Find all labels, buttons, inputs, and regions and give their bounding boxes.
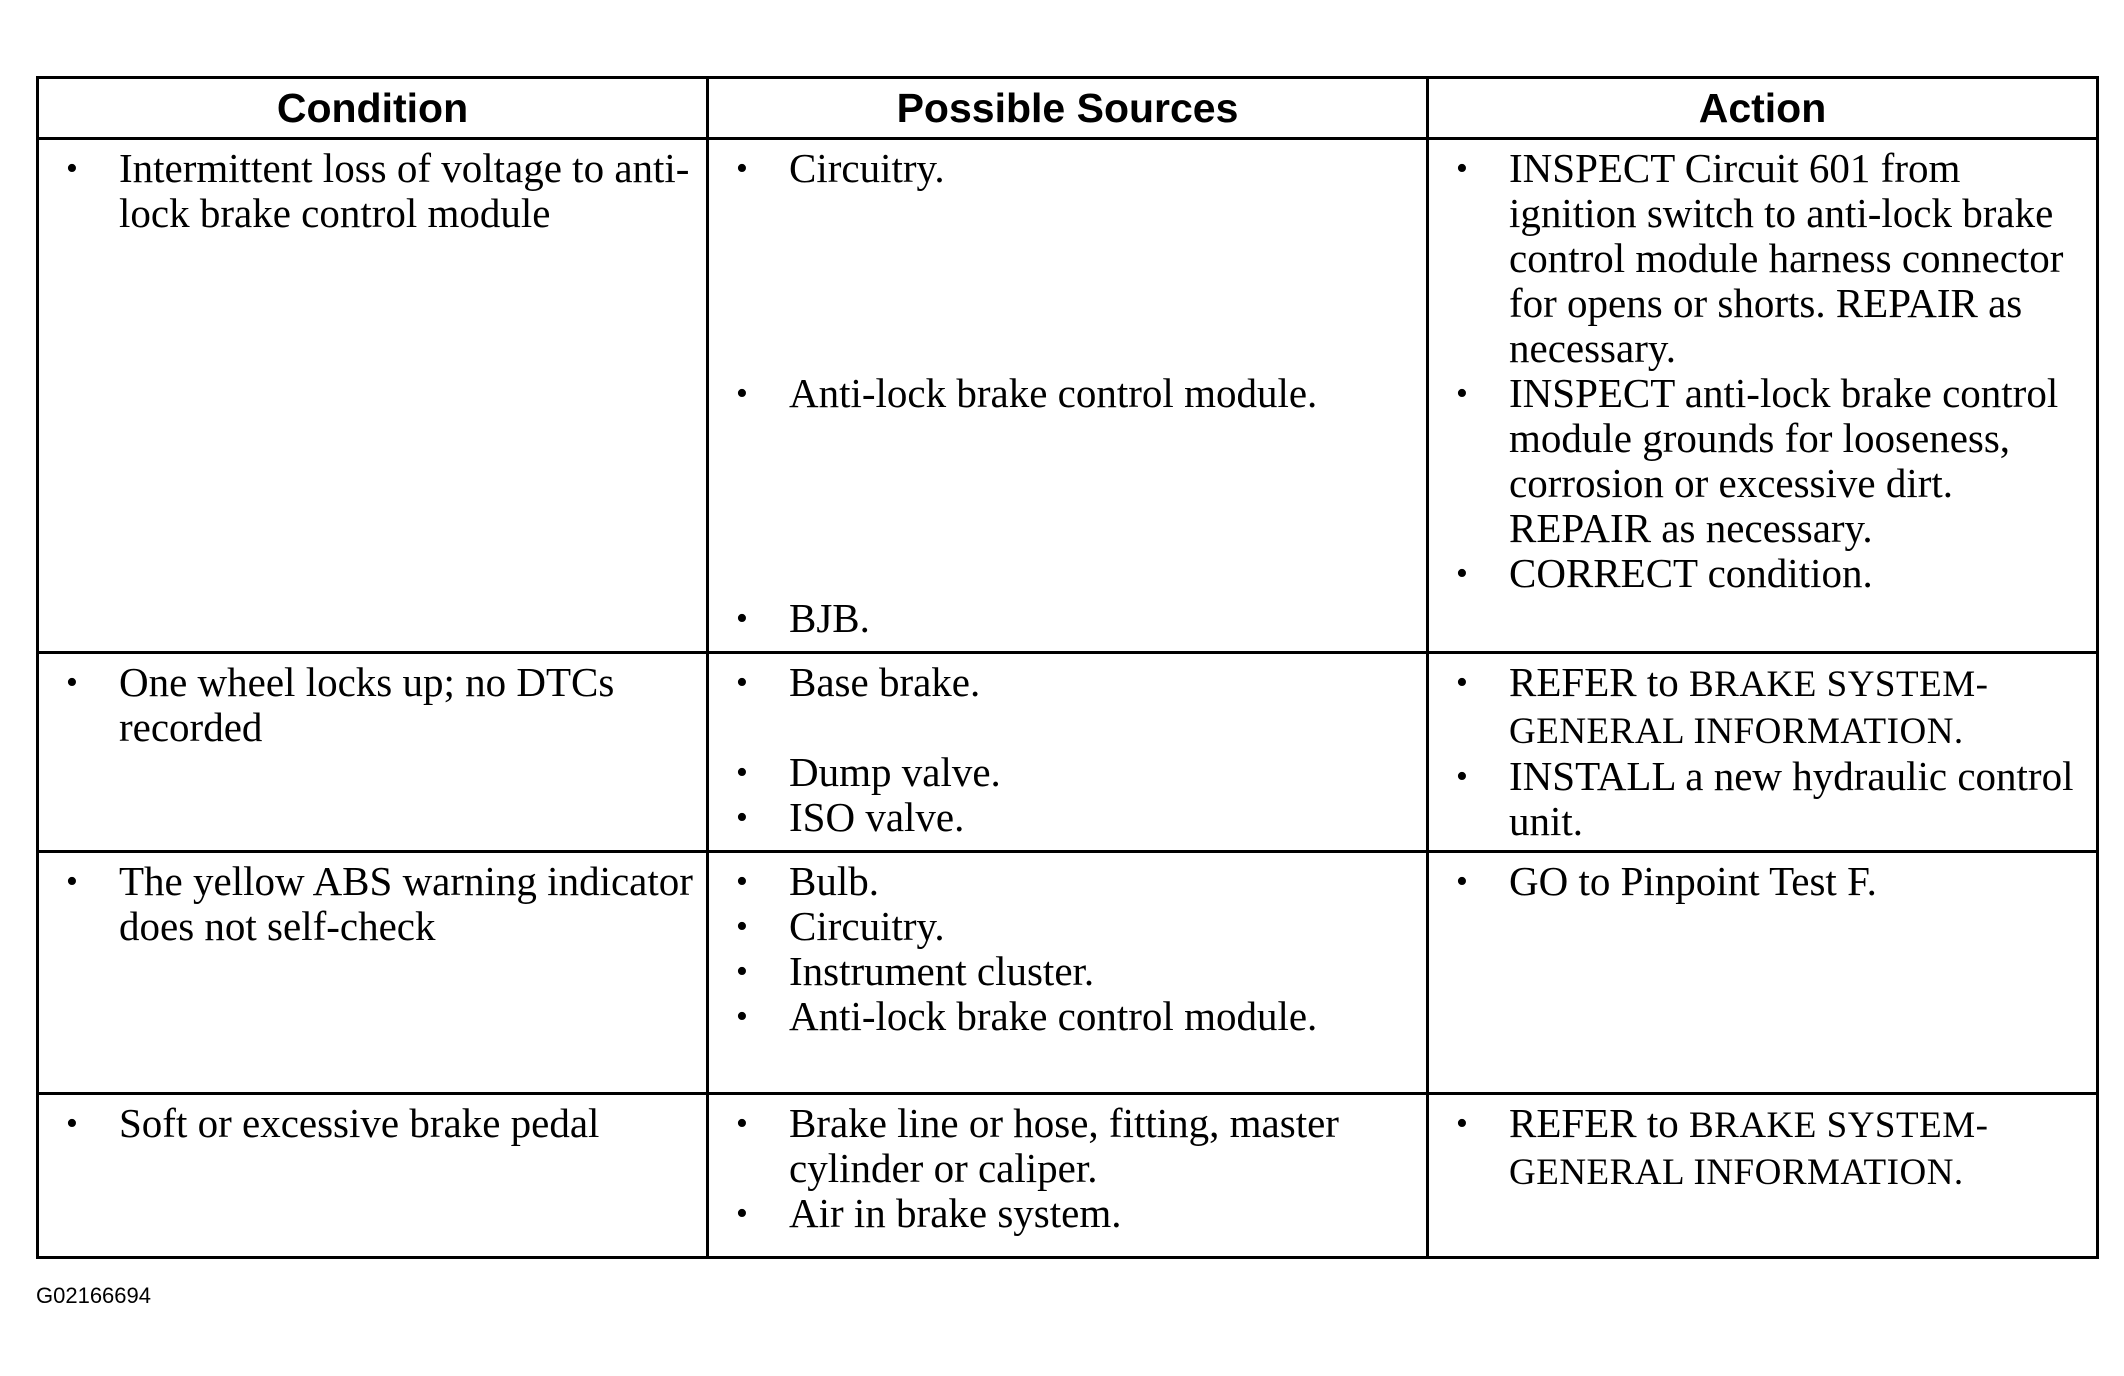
bullet-icon: • xyxy=(736,1105,748,1142)
source-text: Anti-lock brake control module. xyxy=(789,993,1318,1039)
source-text: Instrument cluster. xyxy=(789,948,1095,994)
bullet-icon: • xyxy=(1456,375,1468,412)
action-cell xyxy=(1428,1094,2098,1258)
bullet-icon: • xyxy=(1456,758,1468,795)
list-item xyxy=(1429,859,2088,904)
bullet-icon: • xyxy=(1456,150,1468,187)
list-item xyxy=(709,904,1418,949)
list-item xyxy=(709,949,1418,994)
bullet-icon: • xyxy=(736,1195,748,1232)
bullet-icon: • xyxy=(1456,863,1468,900)
action-text: INSTALL a new hydraulic control unit. xyxy=(1509,753,2074,844)
source-text: BJB. xyxy=(789,595,870,641)
bullet-icon: • xyxy=(736,600,748,637)
bullet-icon: • xyxy=(736,908,748,945)
header-possible-sources: Possible Sources xyxy=(708,78,1428,139)
list-item xyxy=(709,750,1418,795)
bullet-icon: • xyxy=(736,754,748,791)
bullet-icon: • xyxy=(66,664,78,701)
action-text: INSPECT anti-lock brake control module grounds for looseness, corrosion or excessive dirt. REPAIR as necessary. xyxy=(1509,370,2059,551)
bullet-icon: • xyxy=(66,863,78,900)
condition-text: The yellow ABS warning indicator does not self-check xyxy=(119,858,693,949)
list-item xyxy=(709,859,1418,904)
condition-text: Soft or excessive brake pedal xyxy=(119,1100,600,1146)
action-text: CORRECT condition. xyxy=(1509,550,1873,596)
source-text: Circuitry. xyxy=(789,145,945,191)
action-cell xyxy=(1428,653,2098,852)
condition-text: Intermittent loss of voltage to anti-lock brake control module xyxy=(119,145,690,236)
sources-cell xyxy=(708,139,1428,653)
action-cell xyxy=(1428,852,2098,1094)
list-item xyxy=(709,994,1418,1039)
list-item xyxy=(1429,1101,2088,1195)
sources-cell xyxy=(708,653,1428,852)
source-text: Dump valve. xyxy=(789,749,1001,795)
list-item xyxy=(1429,754,2088,844)
list-item xyxy=(1429,660,2088,754)
bullet-icon: • xyxy=(736,664,748,701)
bullet-icon: • xyxy=(1456,555,1468,592)
list-item xyxy=(709,596,1418,641)
bullet-icon: • xyxy=(1456,664,1468,701)
bullet-icon: • xyxy=(736,375,748,412)
header-action: Action xyxy=(1428,78,2098,139)
header-condition: Condition xyxy=(38,78,708,139)
table-row xyxy=(38,653,2098,852)
list-item xyxy=(709,795,1418,840)
list-item xyxy=(709,371,1418,416)
list-item xyxy=(709,660,1418,705)
list-item xyxy=(39,859,698,949)
list-item xyxy=(709,1191,1418,1236)
sources-list xyxy=(709,146,1418,641)
bullet-icon: • xyxy=(736,150,748,187)
action-list xyxy=(1429,146,2088,596)
table-row xyxy=(38,139,2098,653)
list-item xyxy=(1429,371,2088,551)
action-text: GO to Pinpoint Test F. xyxy=(1509,858,1877,904)
sources-cell xyxy=(708,852,1428,1094)
source-text: Circuitry. xyxy=(789,903,945,949)
source-text: Brake line or hose, fitting, master cylinder or caliper. xyxy=(789,1100,1339,1191)
action-lead-text: REFER to xyxy=(1509,659,1679,705)
bullet-icon: • xyxy=(736,863,748,900)
condition-cell xyxy=(38,852,708,1094)
source-text: Air in brake system. xyxy=(789,1190,1122,1236)
list-item xyxy=(709,1101,1418,1191)
list-item xyxy=(39,146,698,236)
table-row xyxy=(38,1094,2098,1258)
source-text: Bulb. xyxy=(789,858,879,904)
figure-id: G02166694 xyxy=(36,1283,151,1308)
header-row xyxy=(38,78,2098,139)
list-item xyxy=(1429,551,2088,596)
cross-reference: BRAKE SYSTEM- GENERAL INFORMATION. xyxy=(1509,664,1989,752)
bullet-icon: • xyxy=(66,1105,78,1142)
action-cell xyxy=(1428,139,2098,653)
list-item xyxy=(39,660,698,750)
bullet-icon: • xyxy=(66,150,78,187)
diagnosis-table xyxy=(36,76,2099,1259)
bullet-icon: • xyxy=(736,799,748,836)
bullet-icon: • xyxy=(736,998,748,1035)
source-text: Anti-lock brake control module. xyxy=(789,370,1318,416)
bullet-icon: • xyxy=(1456,1105,1468,1142)
source-text: ISO valve. xyxy=(789,794,965,840)
source-text: Base brake. xyxy=(789,659,981,705)
condition-cell xyxy=(38,139,708,653)
condition-text: One wheel locks up; no DTCs recorded xyxy=(119,659,615,750)
condition-list xyxy=(39,146,698,236)
list-item xyxy=(39,1101,698,1146)
list-item xyxy=(1429,146,2088,371)
cross-reference: BRAKE SYSTEM- GENERAL INFORMATION. xyxy=(1509,1105,1989,1193)
bullet-icon: • xyxy=(736,953,748,990)
condition-cell xyxy=(38,1094,708,1258)
condition-cell xyxy=(38,653,708,852)
action-lead-text: REFER to xyxy=(1509,1100,1679,1146)
list-item xyxy=(709,146,1418,191)
sources-cell xyxy=(708,1094,1428,1258)
table-row xyxy=(38,852,2098,1094)
action-text: INSPECT Circuit 601 from ignition switch to anti-lock brake control module harness connector for opens or shorts. REPAIR as necessary. xyxy=(1509,145,2064,371)
